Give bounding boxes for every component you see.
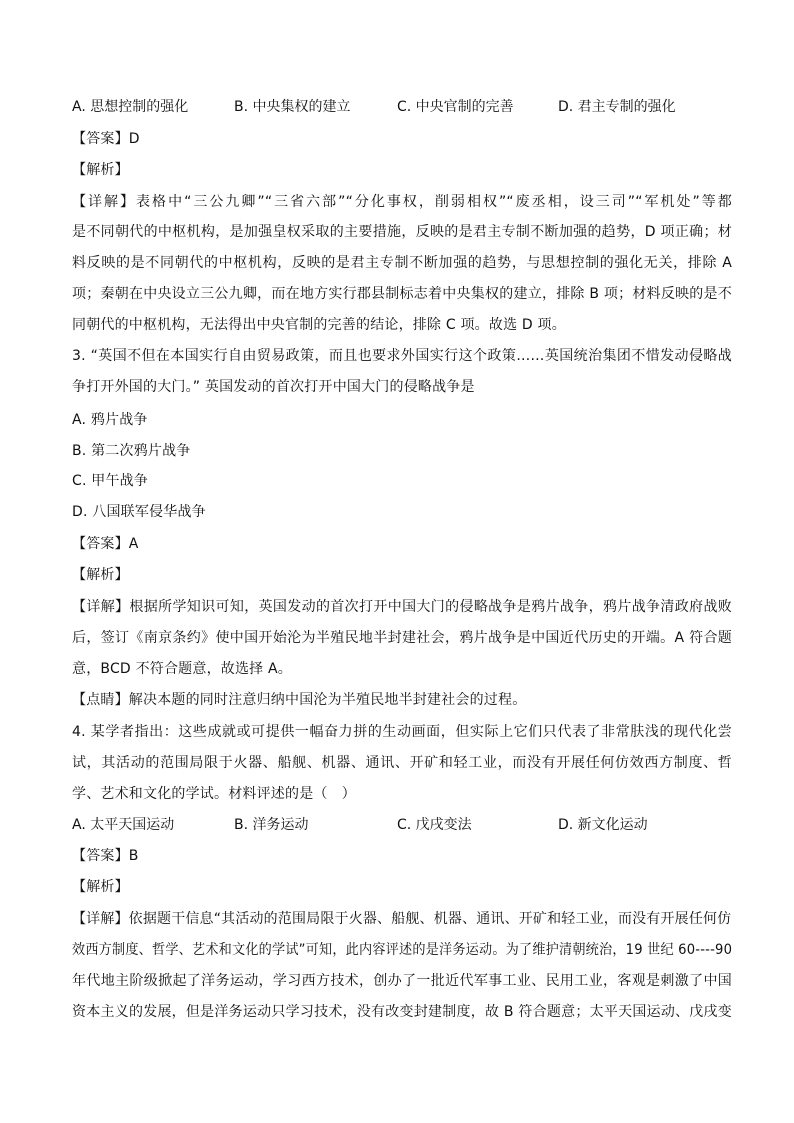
q4-answer: 【答案】B: [72, 848, 139, 864]
q2-detail-line: 同朝代的中枢机构，无法得出中央官制的完善的结论，排除 C 项。故选 D 项。: [72, 317, 566, 333]
q4-detail-line: 效西方制度、哲学、艺术和文化的学试”可知，此内容评述的是洋务运动。为了维护清朝统治，19 世纪 60----90: [72, 942, 733, 958]
q4-option-d: D. 新文化运动: [558, 817, 648, 833]
q2-detail-line: 项；秦朝在中央设立三公九卿，而在地方实行郡县制标志着中央集权的建立，排除 B 项；材料反映的是不: [72, 286, 732, 302]
q3-option-b: B. 第二次鸦片战争: [72, 443, 191, 459]
q4-stem-line: 学、艺术和文化的学试。材料评述的是（ ）: [72, 786, 356, 802]
q3-detail-line: 【详解】根据所学知识可知，英国发动的首次打开中国大门的侵略战争是鸦片战争，鸦片战争清政府战败: [72, 599, 732, 615]
q2-detail-line: 【详解】表格中“三公九卿”“三省六部”“分化事权，削弱相权”“废丞相，设三司”“军机处”等都: [72, 194, 732, 210]
q2-option-d: D. 君主专制的强化: [558, 99, 676, 115]
q2-analysis-heading: 【解析】: [72, 162, 129, 178]
q4-stem-line: 试，其活动的范围局限于火器、船舰、机器、通讯、开矿和轻工业，而没有开展任何仿效西方制度、哲: [72, 755, 732, 771]
q2-detail-line: 料反映的是不同朝代的中枢机构，反映的是君主专制不断加强的趋势，与思想控制的强化无关，排除 A: [72, 255, 732, 271]
q4-options: [72, 815, 732, 835]
q3-detail-line: 意，BCD 不符合题意，故选择 A。: [72, 661, 292, 677]
q3-stem-line: 争打开外国的大门。” 英国发动的首次打开中国大门的侵略战争是: [72, 379, 475, 395]
q2-option-b: B. 中央集权的建立: [234, 99, 351, 115]
q2-detail-line: 是不同朝代的中枢机构，是加强皇权采取的主要措施，反映的是君主专制不断加强的趋势，D 项正确；材: [72, 224, 732, 240]
q2-options: [72, 97, 732, 117]
q3-answer: 【答案】A: [72, 536, 139, 552]
q4-analysis-heading: 【解析】: [72, 879, 129, 895]
q4-detail-line: 年代地主阶级掀起了洋务运动，学习西方技术，创办了一批近代军事工业、民用工业，客观是刺激了中国: [72, 973, 732, 989]
q2-option-c: C. 中央官制的完善: [397, 99, 514, 115]
q4-option-b: B. 洋务运动: [234, 817, 309, 833]
q4-option-c: C. 戊戌变法: [397, 817, 472, 833]
q3-option-c: C. 甲午战争: [72, 473, 149, 489]
q3-option-a: A. 鸦片战争: [72, 412, 148, 428]
q2-option-a: A. 思想控制的强化: [72, 99, 189, 115]
q3-stem-line: 3. “英国不但在本国实行自由贸易政策，而且也要求外国实行这个政策……英国统治集团不惜发动侵略战: [72, 348, 732, 364]
q4-detail-line: 【详解】依据题干信息“其活动的范围局限于火器、船舰、机器、通讯、开矿和轻工业，而没有开展任何仿: [72, 911, 732, 927]
q3-detail-line: 后，签订《南京条约》使中国开始沦为半殖民地半封建社会，鸦片战争是中国近代历史的开端。A 符合题: [72, 630, 732, 646]
q3-analysis-heading: 【解析】: [72, 567, 129, 583]
q3-tip: 【点睛】解决本题的同时注意归纳中国沦为半殖民地半封建社会的过程。: [72, 692, 527, 708]
q4-option-a: A. 太平天国运动: [72, 817, 175, 833]
q3-option-d: D. 八国联军侵华战争: [72, 504, 206, 520]
q4-stem-line: 4. 某学者指出：这些成就或可提供一幅奋力拼的生动画面，但实际上它们只代表了非常肤浅的现代化尝: [72, 724, 732, 740]
q4-detail-line: 资本主义的发展，但是洋务运动只学习技术，没有改变封建制度，故 B 符合题意；太平天国运动、戊戌变: [72, 1004, 732, 1020]
q2-answer: 【答案】D: [72, 131, 140, 147]
